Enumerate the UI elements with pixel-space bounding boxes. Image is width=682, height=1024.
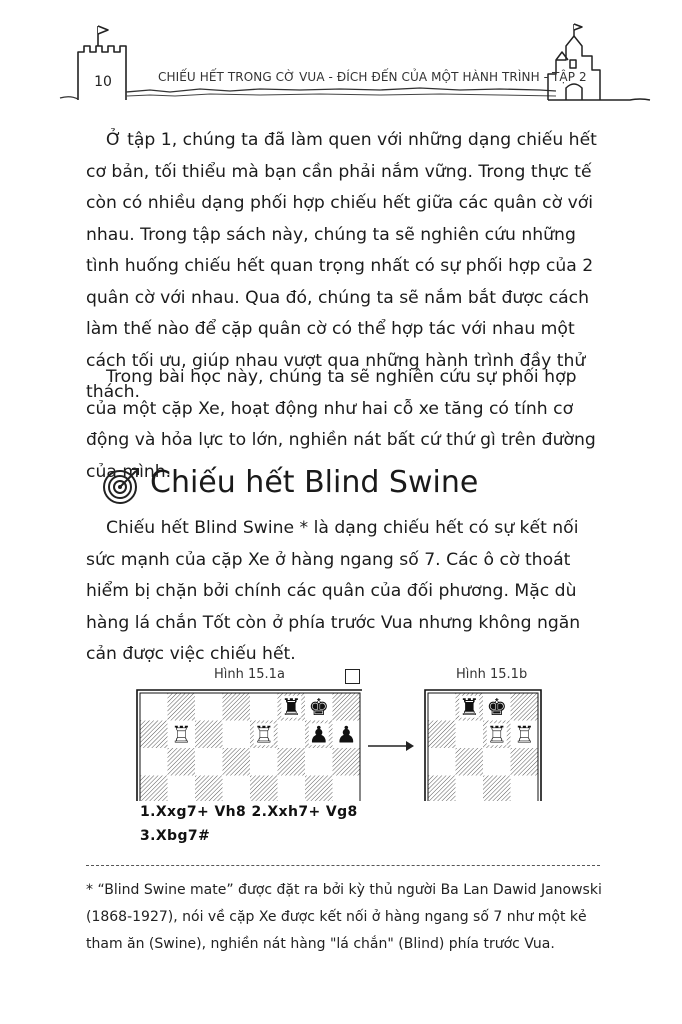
dark-square xyxy=(456,748,484,776)
white-rook-icon: ♖ xyxy=(513,722,535,749)
dark-square xyxy=(140,721,168,749)
light-square xyxy=(483,748,511,776)
dark-square xyxy=(250,776,278,802)
dark-square xyxy=(168,693,196,721)
dark-square xyxy=(223,693,251,721)
dark-square xyxy=(511,693,539,721)
black-king-icon: ♚ xyxy=(486,694,508,721)
light-square xyxy=(428,693,456,721)
black-pawn-icon: ♟ xyxy=(308,722,330,749)
dark-square xyxy=(168,748,196,776)
dark-square xyxy=(428,721,456,749)
black-rook-icon: ♜ xyxy=(458,694,480,721)
light-square xyxy=(168,776,196,802)
dark-square xyxy=(140,776,168,802)
dark-square xyxy=(195,776,223,802)
light-square xyxy=(223,776,251,802)
dark-square xyxy=(511,748,539,776)
right-arrow-icon xyxy=(366,736,418,756)
running-title: CHIẾU HẾT TRONG CỜ VUA - ĐÍCH ĐẾN CỦA MỘT HÀNH TRÌNH - TẬP 2 xyxy=(158,70,587,84)
light-square xyxy=(140,693,168,721)
dark-square xyxy=(333,748,361,776)
board-b-caption: Hình 15.1b xyxy=(456,667,528,682)
board-a-caption: Hình 15.1a xyxy=(214,667,285,682)
light-square xyxy=(511,776,539,802)
dark-square xyxy=(483,776,511,802)
black-rook-icon: ♜ xyxy=(280,694,302,721)
dark-square xyxy=(305,776,333,802)
light-square xyxy=(195,693,223,721)
light-square xyxy=(333,776,361,802)
light-square xyxy=(305,748,333,776)
dark-square xyxy=(428,776,456,802)
footnote: * “Blind Swine mate” được đặt ra bởi kỳ thủ người Ba Lan Dawid Janowski (1868-1927), nói về cặp Xe được kết nối ở hàng ngang số 7 như một kẻ tham ăn (Swine), nghiền nát hàng "lá chắn" (Blind) phía trước Vua. xyxy=(86,882,602,952)
page-number: 10 xyxy=(94,74,112,90)
section-paragraph xyxy=(86,513,612,671)
light-square xyxy=(428,748,456,776)
dark-square xyxy=(333,693,361,721)
white-rook-icon: ♖ xyxy=(253,722,275,749)
black-pawn-icon: ♟ xyxy=(335,722,357,749)
castle-icon xyxy=(548,24,650,100)
header-decoration xyxy=(0,0,682,110)
light-square xyxy=(278,721,306,749)
light-square xyxy=(140,748,168,776)
light-square xyxy=(223,721,251,749)
moves-line-2: 3.Xbg7# xyxy=(140,828,211,844)
black-king-icon: ♚ xyxy=(308,694,330,721)
intro-paragraph-1-text: Ở tập 1, chúng ta đã làm quen với những dạng chiếu hết cơ bản, tối thiểu mà bạn cần phải nắm vững. Trong thực tế còn có nhiều dạng phối hợp chiếu hết giữa các quân cờ với nhau. Trong tập sách này, chúng ta sẽ nghiên cứu những tình huống chiếu hết quan trọng nhất có sự phối hợp của 2 quân cờ với nhau. Qua đó, chúng ta sẽ nắm bắt được cách làm thế nào để cặp quân cờ có thể hợp tác với nhau một cách tối ưu, giúp nhau vượt qua những hành trình đầy thử thách. xyxy=(86,130,597,402)
white-rook-icon: ♖ xyxy=(170,722,192,749)
dark-square xyxy=(278,748,306,776)
footnote-divider xyxy=(86,865,600,866)
light-square xyxy=(195,748,223,776)
dark-square xyxy=(223,748,251,776)
section-title: Chiếu hết Blind Swine xyxy=(150,465,479,500)
section-paragraph-text: Chiếu hết Blind Swine * là dạng chiếu hết có sự kết nối sức mạnh của cặp Xe ở hàng ngang số 7. Các ô cờ thoát hiểm bị chặn bởi chính các quân của đối phương. Mặc dù hàng lá chắn Tốt còn ở phía trước Vua nhưng không ngăn cản được việc chiếu hết. xyxy=(86,518,581,664)
chess-board-b xyxy=(424,687,550,801)
light-square xyxy=(250,693,278,721)
white-square-icon xyxy=(345,669,360,684)
header-wall-line xyxy=(60,88,556,99)
target-icon xyxy=(100,465,142,507)
white-rook-icon: ♖ xyxy=(486,722,508,749)
moves-line-1: 1.Xxg7+ Vh8 2.Xxh7+ Vg8 xyxy=(140,804,358,820)
light-square xyxy=(456,721,484,749)
chess-board-a xyxy=(136,687,362,801)
intro-paragraph-2-text: Trong bài học này, chúng ta sẽ nghiên cứu sự phối hợp của một cặp Xe, hoạt động như hai cỗ xe tăng có tính cơ động và hỏa lực to lớn, nghiền nát bất cứ thứ gì trên đường của mình. xyxy=(86,367,596,482)
light-square xyxy=(456,776,484,802)
light-square xyxy=(250,748,278,776)
dark-square xyxy=(195,721,223,749)
light-square xyxy=(278,776,306,802)
